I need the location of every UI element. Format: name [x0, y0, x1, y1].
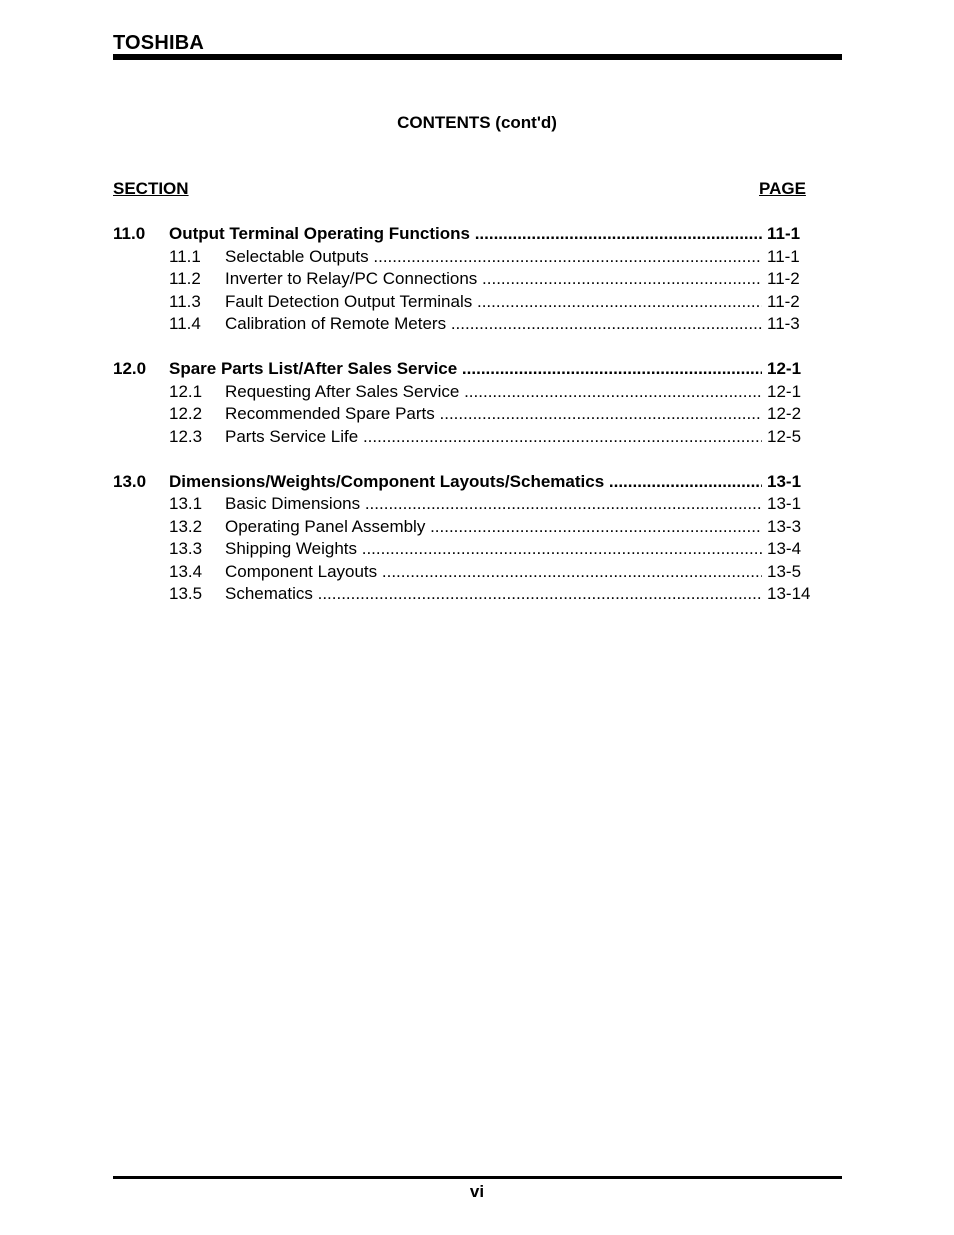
toc-subsection-page: 12-2 — [767, 403, 801, 426]
toc-subsection-number: 12.1 — [169, 381, 203, 401]
toc-subsection-entry[interactable] — [113, 583, 813, 606]
footer-rule — [113, 1176, 842, 1179]
toc-subsection-entry[interactable] — [113, 561, 813, 584]
toc-subsection-number: 11.2 — [169, 269, 201, 288]
toc-subsection-entry[interactable] — [113, 246, 813, 269]
toc-subsection-page: 12-1 — [767, 381, 801, 404]
toc-subsection-title: Schematics ..... — [225, 583, 762, 606]
toc-subsection-title: Parts Service Life ..... — [225, 426, 762, 449]
toc-section-page: 12-1 — [767, 358, 801, 381]
toc-section-page: 11-1 — [767, 223, 800, 246]
page-number: vi — [469, 1182, 485, 1201]
toc-subsection-page: 13-4 — [767, 538, 801, 561]
toc-section-title: Spare Parts List/After Sales Service ..... — [169, 358, 762, 381]
toc-subsection-number: 13.2 — [169, 516, 203, 536]
toc-section-number: 13.0 — [113, 471, 147, 491]
toc-subsection-page: 11-3 — [767, 313, 800, 336]
toc-subsection-page: 13-5 — [767, 561, 801, 584]
toc-subsection-title: Requesting After Sales Service ..... — [225, 381, 762, 404]
toc-subsection-number: 12.3 — [169, 426, 203, 446]
toc-section-entry[interactable] — [113, 358, 813, 381]
toc-subsection-number: 12.2 — [169, 404, 203, 423]
table-of-contents — [113, 223, 813, 628]
toc-section-entry[interactable] — [113, 471, 813, 494]
toc-subsection-title: Shipping Weights ..... — [225, 538, 762, 561]
toc-subsection-entry[interactable] — [113, 313, 813, 336]
toc-subsection-number: 13.4 — [169, 561, 203, 581]
toc-section-title: Dimensions/Weights/Component Layouts/Schematics ..... — [169, 471, 762, 494]
header-rule — [113, 54, 842, 60]
toc-subsection-number: 13.1 — [169, 494, 203, 513]
toc-subsection-number: 11.1 — [169, 246, 201, 266]
toc-subsection-entry[interactable] — [113, 291, 813, 314]
toc-subsection-page: 13-3 — [767, 516, 801, 539]
toc-subsection-title: Selectable Outputs ..... — [225, 246, 762, 269]
toc-group-13 — [113, 471, 813, 606]
toc-subsection-page: 11-2 — [767, 268, 800, 291]
toc-subsection-number: 13.3 — [169, 539, 203, 558]
toc-section-title: Output Terminal Operating Functions ..... — [169, 223, 762, 246]
toc-subsection-page: 12-5 — [767, 426, 801, 449]
toc-subsection-number: 11.3 — [169, 291, 201, 311]
toc-subsection-title: Operating Panel Assembly ..... — [225, 516, 762, 539]
toc-subsection-title: Inverter to Relay/PC Connections ..... — [225, 268, 762, 291]
toc-subsection-number: 13.5 — [169, 584, 203, 603]
toc-subsection-page: 13-1 — [767, 493, 801, 516]
toc-subsection-title: Basic Dimensions ..... — [225, 493, 762, 516]
toc-group-11 — [113, 223, 813, 336]
toc-subsection-title: Component Layouts ..... — [225, 561, 762, 584]
section-column-header: SECTION — [113, 179, 189, 198]
brand-logo-text: TOSHIBA — [113, 32, 205, 54]
toc-subsection-title: Calibration of Remote Meters ..... — [225, 313, 762, 336]
toc-subsection-entry[interactable] — [113, 403, 813, 426]
toc-section-entry[interactable] — [113, 223, 813, 246]
page-column-header: PAGE — [759, 179, 806, 198]
toc-subsection-entry[interactable] — [113, 268, 813, 291]
toc-subsection-page: 11-2 — [767, 291, 800, 314]
toc-subsection-number: 11.4 — [169, 314, 201, 333]
toc-subsection-page: 11-1 — [767, 246, 800, 269]
toc-section-number: 12.0 — [113, 359, 147, 378]
toc-subsection-title: Fault Detection Output Terminals ..... — [225, 291, 762, 314]
toc-subsection-entry[interactable] — [113, 426, 813, 449]
toc-group-12 — [113, 358, 813, 448]
toc-subsection-entry[interactable] — [113, 538, 813, 561]
toc-subsection-entry[interactable] — [113, 516, 813, 539]
page-title: CONTENTS (cont'd) — [397, 113, 557, 132]
toc-subsection-entry[interactable] — [113, 493, 813, 516]
toc-section-number: 11.0 — [113, 224, 146, 243]
toc-subsection-page: 13-14 — [767, 583, 810, 606]
toc-section-page: 13-1 — [767, 471, 801, 494]
toc-subsection-title: Recommended Spare Parts ..... — [225, 403, 762, 426]
toc-subsection-entry[interactable] — [113, 381, 813, 404]
